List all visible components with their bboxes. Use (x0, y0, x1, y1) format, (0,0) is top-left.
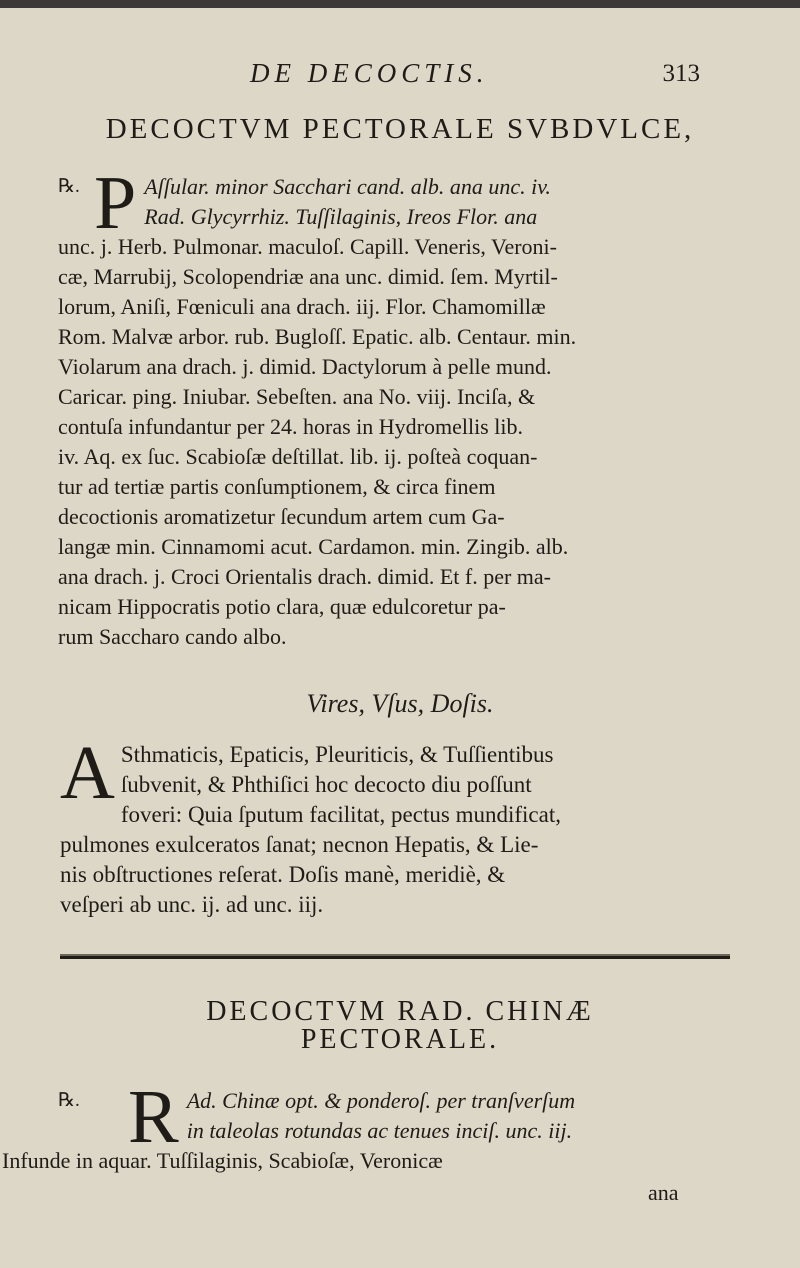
text-line: Aſſular. minor Sacchari cand. alb. ana unc. iv. (144, 174, 551, 199)
text-line: Sthmaticis, Epaticis, Pleuriticis, & Tuſſientibus (120, 742, 554, 767)
section-heading-decoctum-pectorale: DECOCTVM PECTORALE SVBDVLCE, (105, 113, 695, 145)
text-line: in taleolas rotundas ac tenues inciſ. unc. iij. (186, 1118, 573, 1143)
text-line: veſperi ab unc. ij. ad unc. iij. (60, 892, 324, 917)
subheading-vires-usus-dosis: Vires, Vſus, Doſis. (306, 689, 494, 718)
heading-line: PECTORALE. (300, 1024, 500, 1055)
text-line: Ad. Chinæ opt. & ponderoſ. per tranſverſum (186, 1088, 576, 1113)
running-title: DE DECOCTIS. (250, 58, 489, 88)
drop-cap: R (128, 1075, 179, 1159)
text-line: Rad. Glycyrrhiz. Tuſſilaginis, Ireos Flor. ana (144, 204, 538, 229)
drop-cap: P (94, 161, 137, 245)
text-line: nicam Hippocratis potio clara, quæ edulcoretur pa- (58, 594, 506, 619)
page-top-edge (0, 0, 800, 8)
running-head (60, 58, 740, 92)
text-line: lorum, Aniſi, Fœniculi ana drach. iij. Flor. Chamomillæ (58, 294, 546, 319)
text-line: rum Saccharo cando albo. (58, 624, 287, 649)
text-line: pulmones exulceratos ſanat; necnon Hepatis, & Lie- (60, 832, 539, 857)
recipe-decoctum-chinae (2, 1075, 728, 1176)
text-line: nis obſtructiones reſerat. Doſis manè, meridiè, & (60, 862, 506, 887)
text-line: ana drach. j. Croci Orientalis drach. dimid. Et f. per ma- (58, 564, 551, 589)
text-line: tur ad tertiæ partis conſumptionem, & circa finem (58, 474, 496, 499)
drop-cap: A (60, 731, 115, 815)
catchword: ana (648, 1180, 679, 1205)
recipe-symbol: ℞. (58, 1090, 80, 1111)
text-line: decoctionis aromatizetur ſecundum artem cum Ga- (58, 504, 505, 529)
text-line: unc. j. Herb. Pulmonar. maculoſ. Capill. Veneris, Veroni- (58, 234, 557, 259)
text-line: iv. Aq. ex ſuc. Scabioſæ deſtillat. lib. ij. poſteà coquan- (58, 444, 538, 469)
text-line: langæ min. Cinnamomi acut. Cardamon. min. Zingib. alb. (58, 534, 569, 559)
text-line: Infunde in aquar. Tuſſilaginis, Scabioſæ, Veronicæ (2, 1148, 443, 1173)
text-line: contuſa infundantur per 24. horas in Hydromellis lib. (58, 414, 523, 439)
text-line: Caricar. ping. Iniubar. Sebeſten. ana No. viij. Inciſa, & (58, 384, 536, 409)
section-heading-decoctum-chinae (40, 998, 760, 1054)
page-number: 313 (662, 60, 700, 87)
vires-paragraph (60, 731, 730, 920)
text-line: foveri: Quia ſputum facilitat, pectus mundificat, (120, 802, 561, 827)
recipe-decoctum-pectorale (58, 161, 728, 652)
text-line: ſubvenit, & Phthiſici hoc decocto diu poſſunt (120, 772, 532, 797)
text-line: cæ, Marrubij, Scolopendriæ ana unc. dimid. ſem. Myrtil- (58, 264, 558, 289)
heading-line: DECOCTVM RAD. CHINÆ (206, 996, 594, 1027)
text-line: Violarum ana drach. j. dimid. Dactylorum à pelle mund. (58, 354, 552, 379)
recipe-symbol: ℞. (58, 176, 80, 197)
text-line: Rom. Malvæ arbor. rub. Bugloſſ. Epatic. alb. Centaur. min. (58, 324, 577, 349)
section-divider-rule (60, 956, 730, 959)
